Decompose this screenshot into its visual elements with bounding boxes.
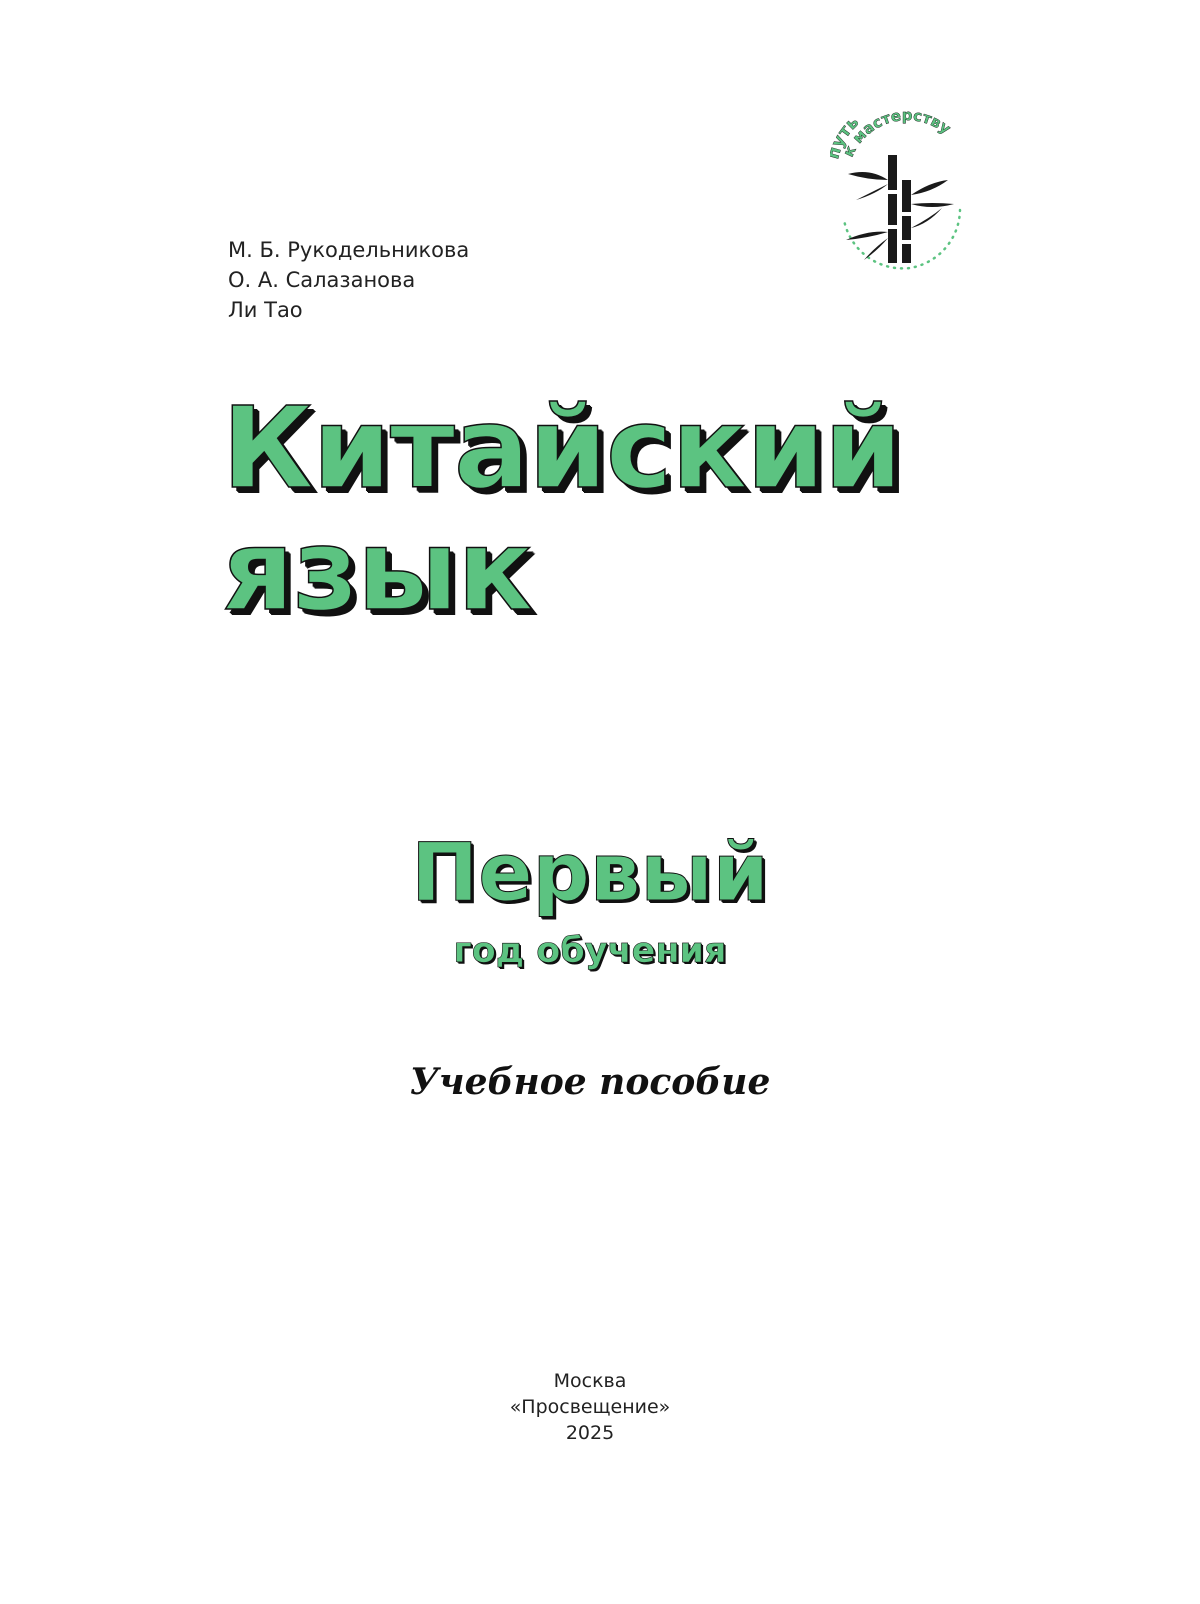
logo-text-line1: ть xyxy=(833,112,864,142)
year-of-study-main: Первый xyxy=(411,826,769,919)
imprint xyxy=(0,1368,1180,1446)
author-2: О. А. Салазанова xyxy=(228,268,416,292)
title-line-2: язык xyxy=(222,506,533,636)
book-type: Учебное пособие xyxy=(409,1061,771,1103)
imprint-city: Москва xyxy=(553,1370,627,1392)
author-1: М. Б. Рукодельникова xyxy=(228,238,470,262)
book-title xyxy=(222,384,902,636)
logo-text-line2: к мастерству xyxy=(839,106,955,160)
series-logo xyxy=(830,100,990,280)
authors-list xyxy=(228,235,469,325)
bamboo-icon xyxy=(830,100,990,280)
imprint-publisher: «Просвещение» xyxy=(509,1396,671,1418)
author-3: Ли Тао xyxy=(228,298,303,322)
svg-text:к мастерству xyxy=(839,106,954,160)
title-line-1: Китайский xyxy=(222,384,902,514)
imprint-year: 2025 xyxy=(565,1422,615,1444)
year-of-study-sub: год обучения xyxy=(453,931,727,971)
